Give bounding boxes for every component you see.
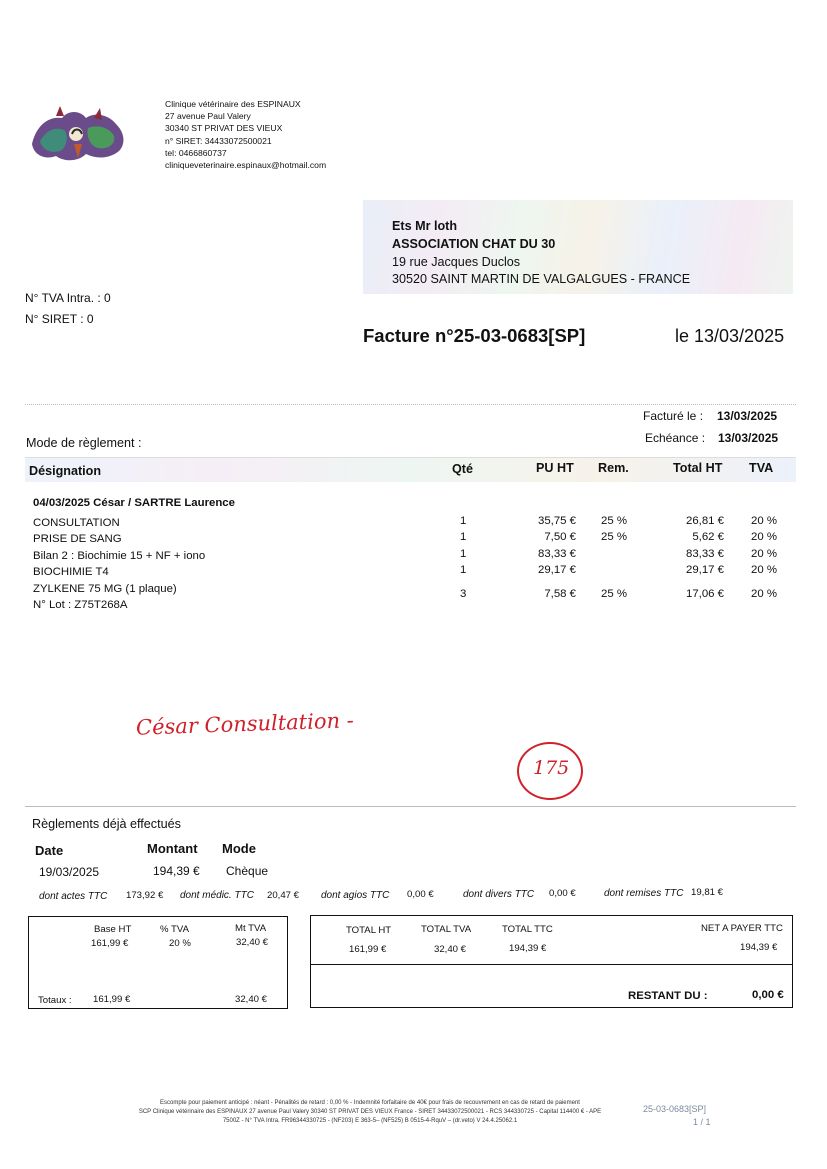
col-total-ht: Total HT bbox=[673, 461, 723, 475]
row-pu-ht: 7,50 € bbox=[544, 531, 576, 543]
legal-footer bbox=[100, 1099, 640, 1125]
handwritten-amount: 175 bbox=[533, 757, 570, 779]
row-tva: 20 % bbox=[751, 548, 777, 560]
row-tva: 20 % bbox=[751, 588, 777, 600]
divider bbox=[25, 404, 796, 405]
total-ht-label: TOTAL HT bbox=[346, 925, 392, 936]
row-pu-ht: 29,17 € bbox=[537, 564, 576, 576]
row-designation: BIOCHIMIE T4 bbox=[33, 566, 109, 578]
row-pu-ht: 7,58 € bbox=[544, 588, 576, 600]
client-tva-intra: N° TVA Intra. : 0 bbox=[25, 291, 111, 305]
payment-mode-label: Mode de règlement : bbox=[26, 436, 142, 450]
payment-date: 19/03/2025 bbox=[39, 865, 100, 879]
breakdown-value: 20,47 € bbox=[267, 890, 300, 901]
total-ttc-label: TOTAL TTC bbox=[502, 924, 553, 935]
row-qty: 1 bbox=[460, 564, 467, 576]
clinic-logo bbox=[28, 104, 130, 166]
footer-line1: Escompte pour paiement anticipé : néant - Pénalités de retard : 0,00 % - Indemnité forfaitaire de 40€ pour frais de recouvrement en cas de retard de paiement bbox=[160, 1100, 580, 1106]
net-to-pay-value: 194,39 € bbox=[740, 942, 778, 953]
net-to-pay-label: NET A PAYER TTC bbox=[701, 923, 783, 934]
footer-line3: 7500Z - N° TVA Intra. FR96344330725 - (NF203) E 363-5– (NF525) B 0515-4-RquV – (dr.veto) V 24.4.25062.1 bbox=[222, 1117, 518, 1124]
payment-mode: Chèque bbox=[226, 864, 269, 878]
col-rem: Rem. bbox=[598, 461, 629, 475]
client-address-box bbox=[363, 200, 793, 294]
breakdown-label: dont actes TTC bbox=[39, 891, 108, 902]
clinic-email: cliniqueveterinaire.espinaux@hotmail.com bbox=[165, 160, 327, 171]
vat-totals-amount: 32,40 € bbox=[235, 994, 268, 1005]
clinic-siret: n° SIRET: 34433072500021 bbox=[165, 135, 272, 146]
row-lot-number: N° Lot : Z75T268A bbox=[33, 599, 128, 611]
handwritten-note: César Consultation - bbox=[135, 708, 355, 740]
breakdown-label: dont divers TTC bbox=[463, 889, 535, 900]
col-designation: Désignation bbox=[29, 464, 102, 478]
row-qty: 3 bbox=[460, 588, 467, 600]
divider bbox=[25, 806, 796, 807]
vat-col-amount: Mt TVA bbox=[235, 923, 267, 934]
row-total-ht: 26,81 € bbox=[685, 515, 724, 527]
due-label: Echéance : bbox=[645, 431, 706, 445]
page-number: 1 / 1 bbox=[693, 1117, 711, 1127]
row-total-ht: 17,06 € bbox=[685, 588, 724, 600]
vat-summary-box bbox=[28, 916, 288, 1009]
group-title: 04/03/2025 César / SARTRE Laurence bbox=[33, 497, 235, 509]
total-ttc-value: 194,39 € bbox=[509, 943, 547, 954]
clinic-phone: tel: 0466860737 bbox=[165, 147, 227, 158]
total-ht-value: 161,99 € bbox=[349, 944, 387, 955]
row-tva: 20 % bbox=[751, 564, 777, 576]
row-tva: 20 % bbox=[751, 531, 777, 543]
invoice-title: Facture n°25-03-0683[SP] bbox=[363, 325, 586, 346]
payments-col-date: Date bbox=[35, 843, 64, 858]
remaining-due-label: RESTANT DU : bbox=[628, 990, 708, 1002]
totals-divider bbox=[311, 964, 792, 965]
client-siret: N° SIRET : 0 bbox=[25, 312, 94, 326]
row-designation: PRISE DE SANG bbox=[33, 533, 122, 545]
col-qty: Qté bbox=[452, 462, 473, 476]
breakdown-value: 19,81 € bbox=[691, 887, 724, 898]
billed-label: Facturé le : bbox=[643, 409, 704, 423]
remaining-due-value: 0,00 € bbox=[752, 989, 784, 1001]
clinic-address-line2: 30340 ST PRIVAT DES VIEUX bbox=[165, 123, 283, 134]
vat-col-base: Base HT bbox=[94, 924, 132, 935]
row-qty: 1 bbox=[460, 515, 467, 527]
breakdown-value: 0,00 € bbox=[549, 888, 576, 899]
row-rem: 25 % bbox=[601, 515, 627, 527]
row-pu-ht: 83,33 € bbox=[537, 548, 576, 560]
row-rem: 25 % bbox=[601, 531, 627, 543]
payment-amount: 194,39 € bbox=[153, 864, 200, 878]
client-line4: 30520 SAINT MARTIN DE VALGALGUES - FRANCE bbox=[392, 272, 691, 286]
breakdown-label: dont agios TTC bbox=[321, 890, 390, 901]
billed-value: 13/03/2025 bbox=[717, 409, 778, 423]
vat-col-rate: % TVA bbox=[160, 924, 189, 935]
clinic-info bbox=[165, 98, 326, 171]
row-tva: 20 % bbox=[751, 515, 777, 527]
due-value: 13/03/2025 bbox=[718, 431, 779, 445]
vat-rate-value: 20 % bbox=[169, 938, 191, 949]
breakdown-label: dont médic. TTC bbox=[180, 890, 254, 901]
vat-amount-value: 32,40 € bbox=[236, 937, 269, 948]
vat-totals-label: Totaux : bbox=[38, 995, 72, 1006]
vat-totals-base: 161,99 € bbox=[93, 994, 131, 1005]
row-qty: 1 bbox=[460, 531, 467, 543]
footer-invoice-ref: 25-03-0683[SP] bbox=[643, 1104, 707, 1114]
client-line2: ASSOCIATION CHAT DU 30 bbox=[392, 237, 556, 251]
row-qty: 1 bbox=[460, 548, 467, 560]
client-line1: Ets Mr loth bbox=[392, 219, 458, 233]
col-pu-ht: PU HT bbox=[536, 461, 574, 475]
footer-line2: SCP Clinique vétérinaire des ESPINAUX 27 avenue Paul Valery 30340 ST PRIVAT DES VIEUX France - SIRET 34433072500021 - RCS 344330725 - Capital 114400 € - APE bbox=[138, 1108, 602, 1115]
row-total-ht: 83,33 € bbox=[685, 548, 724, 560]
row-total-ht: 29,17 € bbox=[685, 564, 724, 576]
row-total-ht: 5,62 € bbox=[692, 531, 724, 543]
row-designation: ZYLKENE 75 MG (1 plaque) bbox=[33, 583, 177, 595]
payments-col-mode: Mode bbox=[222, 841, 256, 856]
total-tva-value: 32,40 € bbox=[434, 944, 467, 955]
clinic-address-line1: 27 avenue Paul Valery bbox=[165, 111, 251, 122]
col-tva: TVA bbox=[749, 461, 774, 475]
row-designation: Bilan 2 : Biochimie 15 + NF + iono bbox=[33, 550, 206, 562]
invoice-date: le 13/03/2025 bbox=[675, 326, 785, 346]
row-rem: 25 % bbox=[601, 588, 627, 600]
clinic-name: Clinique vétérinaire des ESPINAUX bbox=[165, 99, 301, 109]
payments-col-amount: Montant bbox=[147, 841, 198, 856]
breakdown-value: 0,00 € bbox=[407, 889, 434, 900]
breakdown-value: 173,92 € bbox=[126, 890, 164, 901]
vat-base-value: 161,99 € bbox=[91, 938, 129, 949]
payments-title: Règlements déjà effectués bbox=[32, 817, 181, 831]
client-line3: 19 rue Jacques Duclos bbox=[392, 255, 521, 269]
row-pu-ht: 35,75 € bbox=[537, 515, 576, 527]
totals-box bbox=[310, 915, 793, 1008]
breakdown-label: dont remises TTC bbox=[604, 888, 684, 899]
total-tva-label: TOTAL TVA bbox=[421, 924, 472, 935]
row-designation: CONSULTATION bbox=[33, 517, 120, 529]
